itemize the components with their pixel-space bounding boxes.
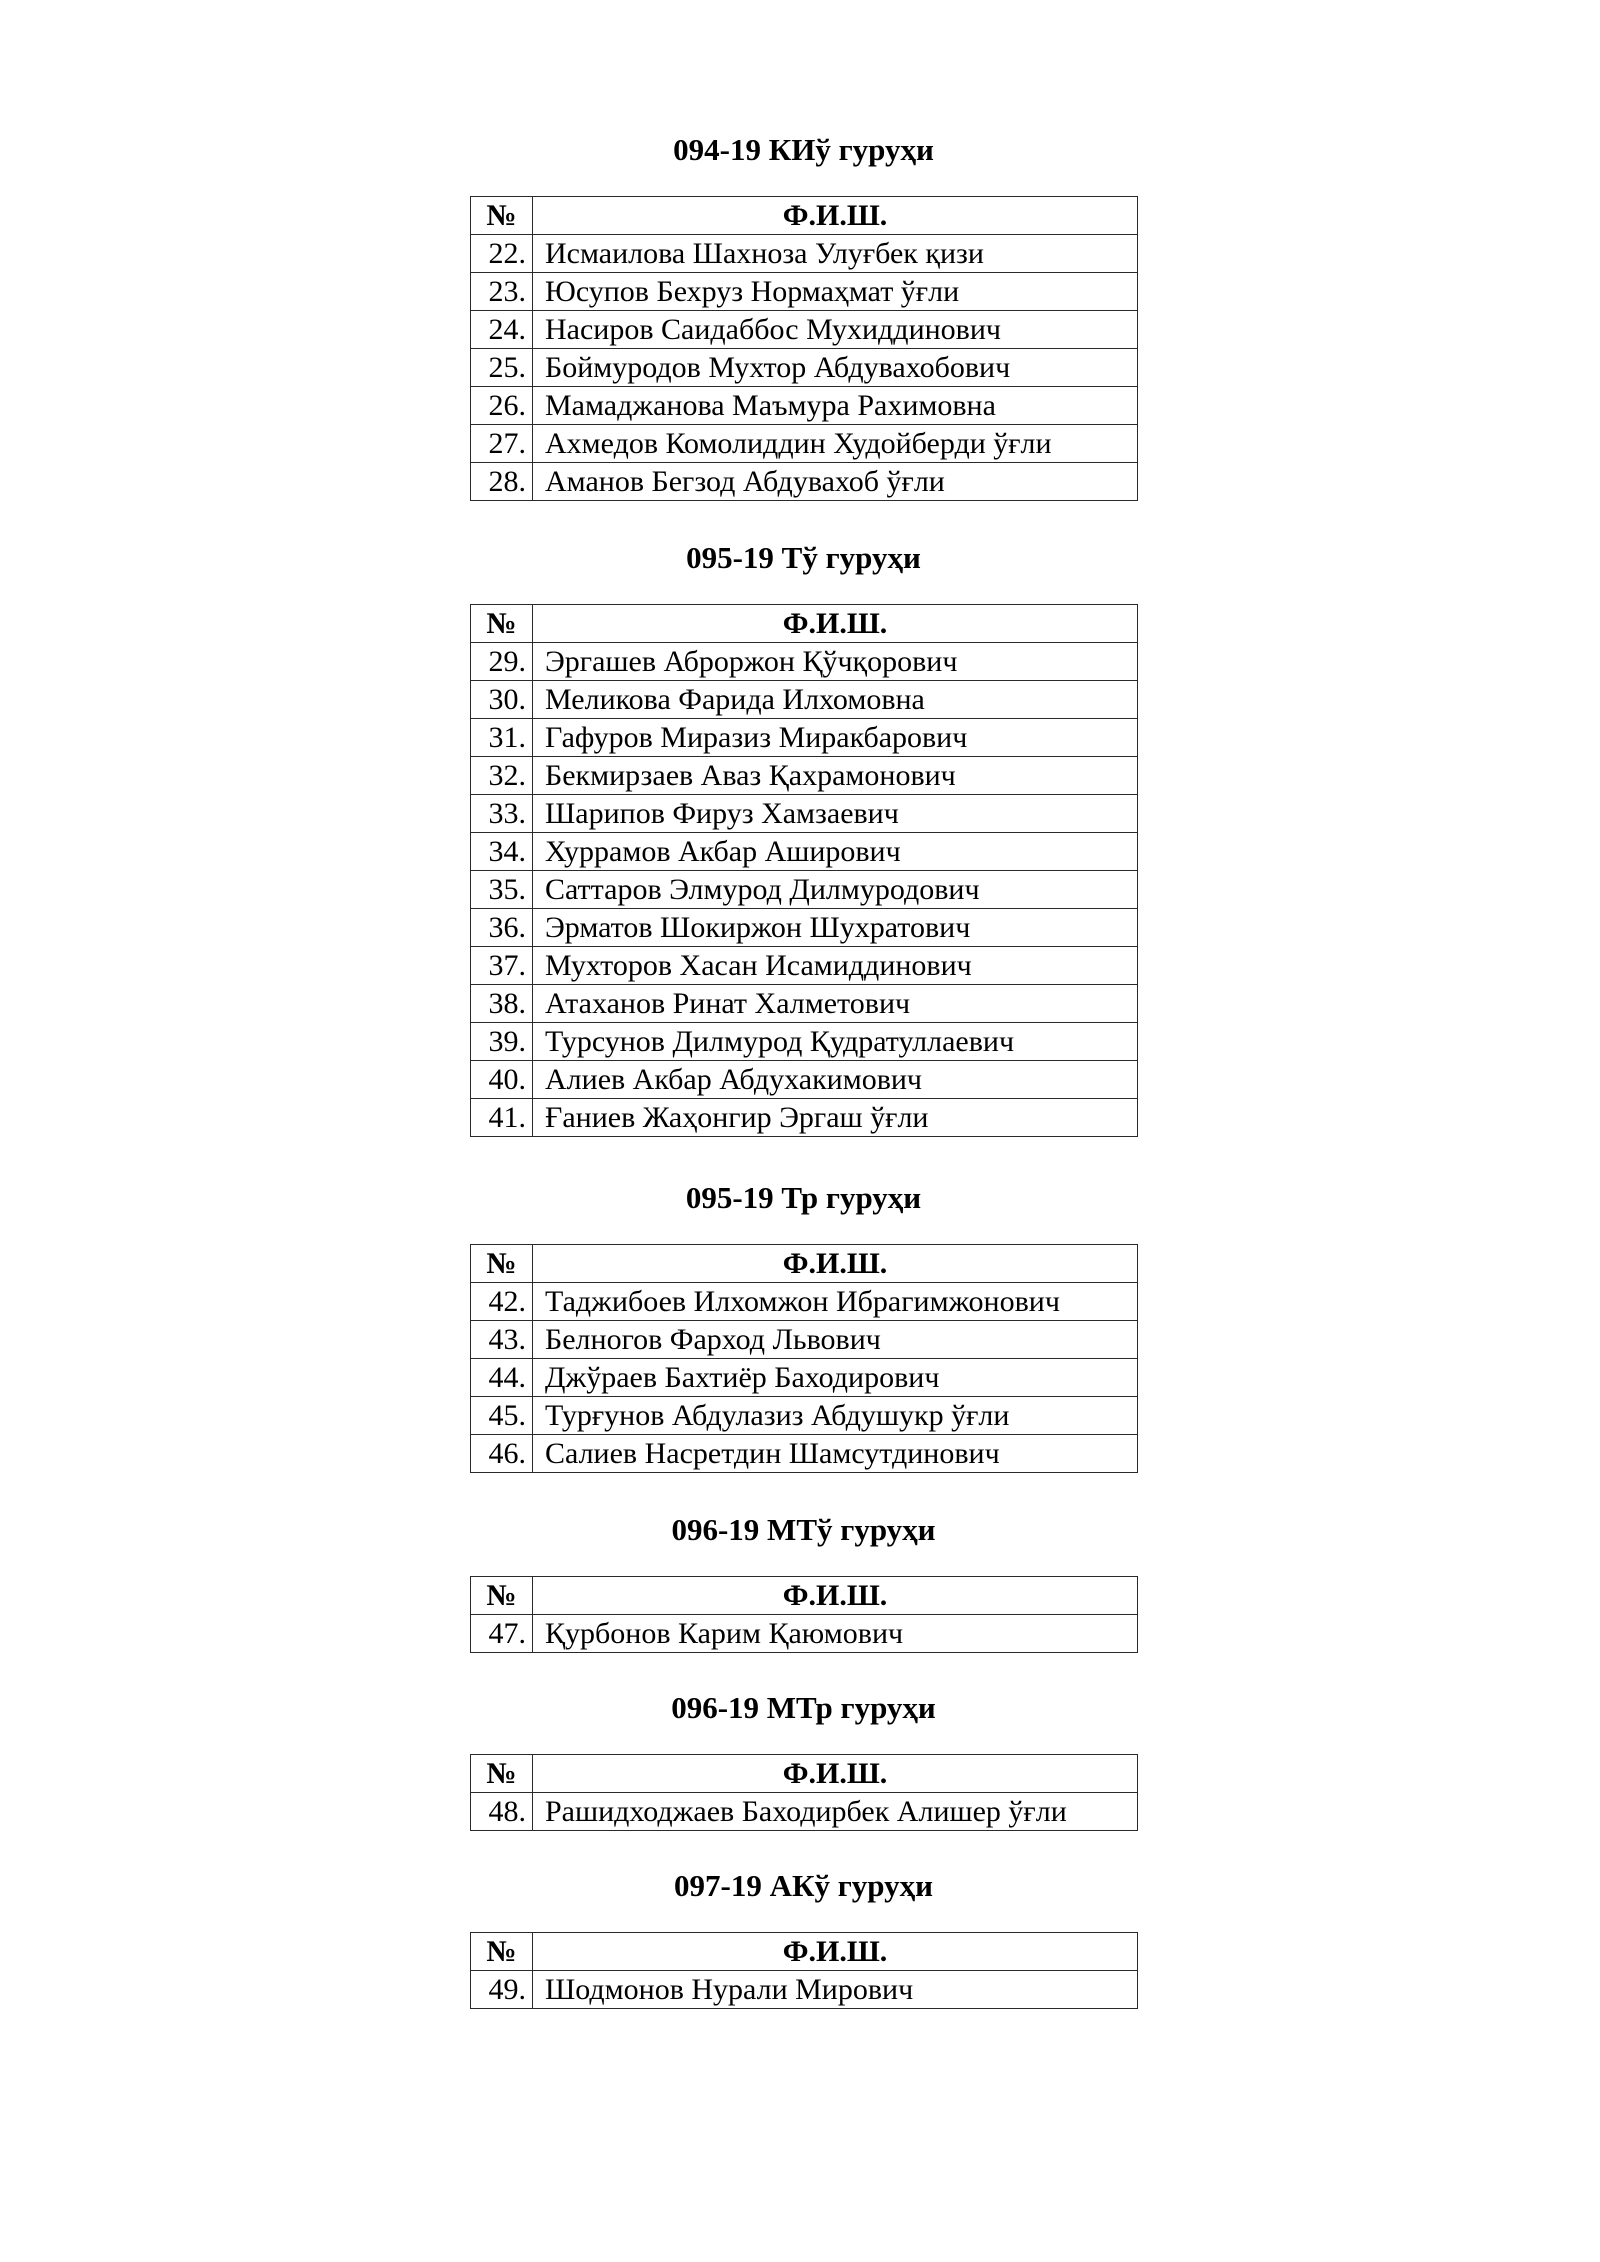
group-section <box>470 1178 1137 1473</box>
student-name: Мамаджанова Маъмура Рахимовна <box>533 387 1138 425</box>
table-row <box>471 681 1138 719</box>
table-row <box>471 909 1138 947</box>
student-name: Эргашев Аброржон Қўчқорович <box>533 643 1138 681</box>
row-number: 47. <box>471 1615 533 1653</box>
table-row <box>471 1099 1138 1137</box>
table-header-row <box>471 1577 1138 1615</box>
row-number: 42. <box>471 1283 533 1321</box>
number-column-header: № <box>471 1577 533 1615</box>
row-number: 33. <box>471 795 533 833</box>
student-name: Атаханов Ринат Халметович <box>533 985 1138 1023</box>
table-row <box>471 349 1138 387</box>
student-name: Боймуродов Мухтор Абдувахобович <box>533 349 1138 387</box>
row-number: 48. <box>471 1793 533 1831</box>
number-column-header: № <box>471 1755 533 1793</box>
table-row <box>471 719 1138 757</box>
student-name: Алиев Акбар Абдухакимович <box>533 1061 1138 1099</box>
student-name: Гафуров Миразиз Миракбарович <box>533 719 1138 757</box>
table-row <box>471 1023 1138 1061</box>
name-column-header: Ф.И.Ш. <box>533 1577 1138 1615</box>
row-number: 29. <box>471 643 533 681</box>
row-number: 27. <box>471 425 533 463</box>
table-header-row <box>471 605 1138 643</box>
table-row <box>471 1283 1138 1321</box>
name-column-header: Ф.И.Ш. <box>533 605 1138 643</box>
student-name: Қурбонов Карим Қаюмович <box>533 1615 1138 1653</box>
row-number: 36. <box>471 909 533 947</box>
table-row <box>471 273 1138 311</box>
roster-table <box>470 604 1138 1137</box>
name-column-header: Ф.И.Ш. <box>533 197 1138 235</box>
row-number: 49. <box>471 1971 533 2009</box>
row-number: 40. <box>471 1061 533 1099</box>
student-name: Белногов Фарход Львович <box>533 1321 1138 1359</box>
table-row <box>471 795 1138 833</box>
table-row <box>471 643 1138 681</box>
group-title: 096-19 МТр гуруҳи <box>671 1690 936 1725</box>
row-number: 26. <box>471 387 533 425</box>
student-name: Мухторов Хасан Исамиддинович <box>533 947 1138 985</box>
student-name: Ахмедов Комолиддин Худойберди ўғли <box>533 425 1138 463</box>
student-name: Хуррамов Акбар Аширович <box>533 833 1138 871</box>
roster-table <box>470 1244 1138 1473</box>
group-title: 094-19 КИў гуруҳи <box>673 132 934 167</box>
table-row <box>471 947 1138 985</box>
student-name: Меликова Фарида Илхомовна <box>533 681 1138 719</box>
row-number: 32. <box>471 757 533 795</box>
student-name: Салиев Насретдин Шамсутдинович <box>533 1435 1138 1473</box>
number-column-header: № <box>471 1933 533 1971</box>
student-name: Рашидходжаев Баходирбек Алишер ўғли <box>533 1793 1138 1831</box>
table-row <box>471 1435 1138 1473</box>
row-number: 37. <box>471 947 533 985</box>
table-row <box>471 235 1138 273</box>
group-section <box>470 538 1137 1137</box>
group-section <box>470 1866 1137 2009</box>
table-row <box>471 311 1138 349</box>
group-section <box>470 1510 1137 1653</box>
student-name: Исмаилова Шахноза Улуғбек қизи <box>533 235 1138 273</box>
row-number: 44. <box>471 1359 533 1397</box>
table-row <box>471 1615 1138 1653</box>
group-section <box>470 130 1137 501</box>
row-number: 31. <box>471 719 533 757</box>
student-name: Саттаров Элмурод Дилмуродович <box>533 871 1138 909</box>
group-section <box>470 1688 1137 1831</box>
row-number: 41. <box>471 1099 533 1137</box>
table-row <box>471 1971 1138 2009</box>
table-row <box>471 1061 1138 1099</box>
student-name: Юсупов Бехруз Нормаҳмат ўғли <box>533 273 1138 311</box>
student-name: Турғунов Абдулазиз Абдушукр ўғли <box>533 1397 1138 1435</box>
row-number: 39. <box>471 1023 533 1061</box>
number-column-header: № <box>471 605 533 643</box>
name-column-header: Ф.И.Ш. <box>533 1755 1138 1793</box>
group-title: 097-19 АКў гуруҳи <box>674 1868 933 1903</box>
table-row <box>471 1321 1138 1359</box>
row-number: 24. <box>471 311 533 349</box>
student-name: Шарипов Фируз Хамзаевич <box>533 795 1138 833</box>
number-column-header: № <box>471 197 533 235</box>
row-number: 23. <box>471 273 533 311</box>
group-title: 095-19 Тў гуруҳи <box>686 540 921 575</box>
student-name: Шодмонов Нурали Мирович <box>533 1971 1138 2009</box>
table-row <box>471 871 1138 909</box>
student-name: Эрматов Шокиржон Шухратович <box>533 909 1138 947</box>
table-row <box>471 833 1138 871</box>
row-number: 46. <box>471 1435 533 1473</box>
table-row <box>471 387 1138 425</box>
row-number: 35. <box>471 871 533 909</box>
row-number: 25. <box>471 349 533 387</box>
row-number: 34. <box>471 833 533 871</box>
row-number: 28. <box>471 463 533 501</box>
student-name: Насиров Саидаббос Мухиддинович <box>533 311 1138 349</box>
table-row <box>471 463 1138 501</box>
group-title: 095-19 Тр гуруҳи <box>685 1180 922 1215</box>
student-name: Бекмирзаев Аваз Қахрамонович <box>533 757 1138 795</box>
row-number: 22. <box>471 235 533 273</box>
table-row <box>471 985 1138 1023</box>
student-name: Таджибоев Илхомжон Ибрагимжонович <box>533 1283 1138 1321</box>
row-number: 43. <box>471 1321 533 1359</box>
table-header-row <box>471 1933 1138 1971</box>
table-row <box>471 425 1138 463</box>
roster-table <box>470 196 1138 501</box>
name-column-header: Ф.И.Ш. <box>533 1933 1138 1971</box>
table-header-row <box>471 1245 1138 1283</box>
roster-table <box>470 1932 1138 2009</box>
row-number: 38. <box>471 985 533 1023</box>
roster-table <box>470 1754 1138 1831</box>
table-row <box>471 1793 1138 1831</box>
table-header-row <box>471 197 1138 235</box>
student-name: Аманов Бегзод Абдувахоб ўғли <box>533 463 1138 501</box>
student-name: Ғаниев Жаҳонгир Эргаш ўғли <box>533 1099 1138 1137</box>
row-number: 45. <box>471 1397 533 1435</box>
table-row <box>471 757 1138 795</box>
student-name: Турсунов Дилмурод Қудратуллаевич <box>533 1023 1138 1061</box>
row-number: 30. <box>471 681 533 719</box>
table-header-row <box>471 1755 1138 1793</box>
roster-table <box>470 1576 1138 1653</box>
student-name: Джўраев Бахтиёр Баходирович <box>533 1359 1138 1397</box>
group-title: 096-19 МТў гуруҳи <box>671 1512 936 1547</box>
table-row <box>471 1397 1138 1435</box>
number-column-header: № <box>471 1245 533 1283</box>
name-column-header: Ф.И.Ш. <box>533 1245 1138 1283</box>
table-row <box>471 1359 1138 1397</box>
